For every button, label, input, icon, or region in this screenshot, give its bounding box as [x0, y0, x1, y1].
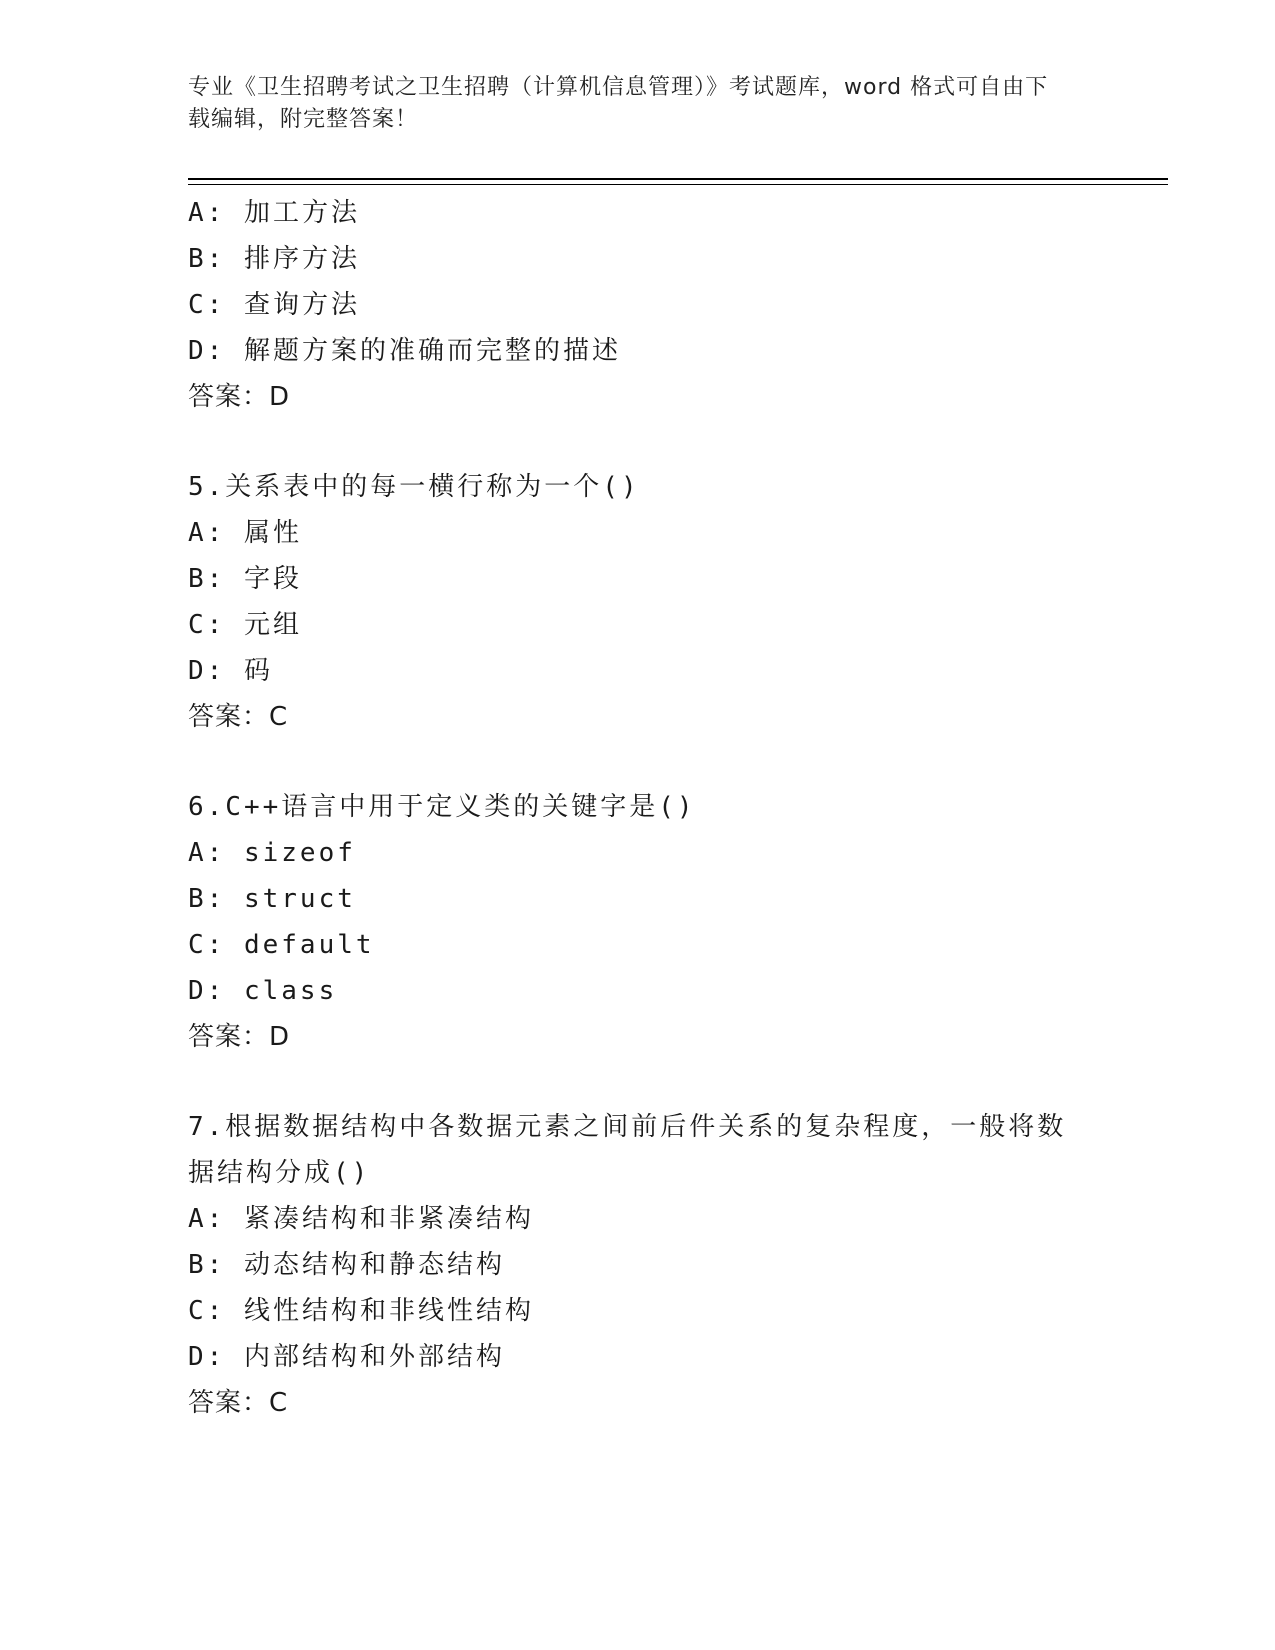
question-4-continued: [188, 190, 1088, 420]
question-5: [188, 464, 1088, 740]
question-text: 7.根据数据结构中各数据元素之间前后件关系的复杂程度，一般将数据结构分成(): [188, 1112, 1067, 1188]
option-d: D: 解题方案的准确而完整的描述: [188, 336, 621, 366]
answer: 答案：D: [188, 382, 291, 412]
option-c: C: 元组: [188, 610, 302, 640]
option-c: C: default: [188, 930, 375, 960]
option-a: A: 加工方法: [188, 198, 360, 228]
option-d: D: 内部结构和外部结构: [188, 1342, 505, 1372]
option-b: B: struct: [188, 884, 356, 914]
option-c: C: 线性结构和非线性结构: [188, 1296, 534, 1326]
header-rule-thin: [188, 184, 1168, 185]
option-c: C: 查询方法: [188, 290, 360, 320]
option-b: B: 动态结构和静态结构: [188, 1250, 505, 1280]
option-b: B: 字段: [188, 564, 302, 594]
question-text: 5.关系表中的每一横行称为一个(): [188, 472, 640, 502]
question-list: [188, 190, 1088, 1426]
question-6: [188, 784, 1088, 1060]
answer: 答案：D: [188, 1022, 291, 1052]
question-text: 6.C++语言中用于定义类的关键字是(): [188, 792, 696, 822]
answer: 答案：C: [188, 1388, 289, 1418]
question-7: [188, 1104, 1088, 1426]
option-a: A: 属性: [188, 518, 302, 548]
option-a: A: 紧凑结构和非紧凑结构: [188, 1204, 534, 1234]
option-b: B: 排序方法: [188, 244, 360, 274]
option-d: D: 码: [188, 656, 273, 686]
document-header: 专业《卫生招聘考试之卫生招聘（计算机信息管理）》考试题库，word 格式可自由下载编辑，附完整答案！: [188, 75, 1049, 132]
option-a: A: sizeof: [188, 838, 356, 868]
option-d: D: class: [188, 976, 338, 1006]
answer: 答案：C: [188, 702, 289, 732]
header-rule-thick: [188, 178, 1168, 180]
